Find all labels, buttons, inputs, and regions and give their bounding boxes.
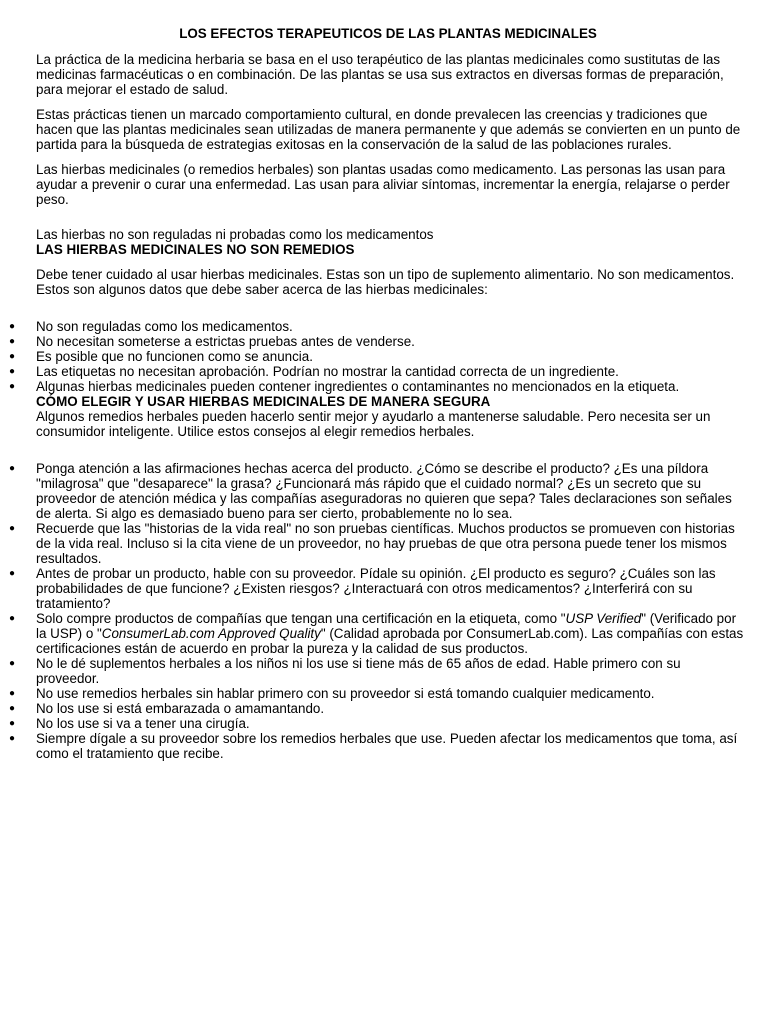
list-item <box>9 349 744 364</box>
bullet-list-facts <box>9 319 744 394</box>
document-title: LOS EFECTOS TERAPEUTICOS DE LAS PLANTAS MEDICINALES <box>179 26 597 41</box>
list-item-text: No necesitan someterse a estrictas pruebas antes de venderse. <box>36 334 415 349</box>
intro-paragraph-3: Las hierbas medicinales (o remedios herbales) son plantas usadas como medicamento. Las personas las usan para ayudar a prevenir o curar una enfermedad. Las usan para aliviar síntomas, incrementar la energía, relajarse o perder peso. <box>36 162 730 207</box>
list-item <box>9 731 744 761</box>
list-item <box>9 461 744 521</box>
cert-consumerlab: ConsumerLab.com Approved Quality <box>101 626 321 641</box>
list-item <box>9 656 744 686</box>
list-item-text: No son reguladas como los medicamentos. <box>36 319 293 334</box>
bullet-icon: ● <box>9 733 16 744</box>
list-item <box>9 319 744 334</box>
cert-text-post: " (Calidad aprobada por ConsumerLab.com). Las compañías con estas certificaciones están de acuerdo en probar la pureza y la calidad de sus productos. <box>36 626 744 656</box>
list-item-text: No los use si va a tener una cirugía. <box>36 716 250 731</box>
list-item-text: Ponga atención a las afirmaciones hechas acerca del producto. ¿Cómo se describe el producto? ¿Es una píldora "milagrosa" que "desaparece" la grasa? ¿Funcionará más rápido que el cuidado normal? ¿Es un secreto que su proveedor de atención médica y las compañías aseguradoras no quieren que sepa? Tales declaraciones son señales de alerta. Si algo es demasiado bueno para ser cierto, probablemente no lo sea. <box>36 461 732 521</box>
list-item-text: No los use si está embarazada o amamantando. <box>36 701 325 716</box>
section-heading-remedios: LAS HIERBAS MEDICINALES NO SON REMEDIOS <box>36 242 355 257</box>
list-item <box>9 686 744 701</box>
bullet-icon: ● <box>9 366 16 377</box>
list-item <box>9 716 744 731</box>
bullet-icon: ● <box>9 568 16 579</box>
bullet-icon: ● <box>9 336 16 347</box>
bullet-icon: ● <box>9 688 16 699</box>
list-item-text: Siempre dígale a su proveedor sobre los remedios herbales que use. Pueden afectar los medicamentos que toma, así como el tratamiento que recibe. <box>36 731 738 761</box>
list-item-text: Es posible que no funcionen como se anuncia. <box>36 349 313 364</box>
bullet-icon: ● <box>9 351 16 362</box>
list-item-text: No le dé suplementos herbales a los niños ni los use si tiene más de 65 años de edad. Hable primero con su proveedor. <box>36 656 681 686</box>
intro-paragraph-1: La práctica de la medicina herbaria se basa en el uso terapéutico de las plantas medicinales como sustitutas de las medicinas farmacéuticas o en combinación. De las plantas se usa sus extractos en diversas formas de preparación, para mejorar el estado de salud. <box>36 52 724 97</box>
section-text-remedios: Debe tener cuidado al usar hierbas medicinales. Estas son un tipo de suplemento alimentario. No son medicamentos. Estos son algunos datos que debe saber acerca de las hierbas medicinales: <box>36 267 735 297</box>
bullet-icon: ● <box>9 463 16 474</box>
bullet-icon: ● <box>9 523 16 534</box>
intro-paragraph-2: Estas prácticas tienen un marcado comportamiento cultural, en donde prevalecen las creencias y tradiciones que hacen que las plantas medicinales sean utilizadas de manera permanente y que además se convierten en un punto de partida para la búsqueda de estrategias exitosas en la conservación de la salud de las poblaciones rurales. <box>36 107 741 152</box>
list-item-text: Recuerde que las "historias de la vida real" no son pruebas científicas. Muchos productos se promueven con historias de la vida real. Incluso si la cita viene de un proveedor, no hay pruebas de que otra persona puede tener los mismos resultados. <box>36 521 735 566</box>
bullet-icon: ● <box>9 321 16 332</box>
list-item-text: Antes de probar un producto, hable con su proveedor. Pídale su opinión. ¿El producto es seguro? ¿Cuáles son las probabilidades de que funcione? ¿Existen riesgos? ¿Interactuará con otros medicamentos? ¿Interferirá con su tratamiento? <box>36 566 716 611</box>
list-item <box>9 566 744 611</box>
bullet-icon: ● <box>9 718 16 729</box>
section-heading-elegir: CÓMO ELEGIR Y USAR HIERBAS MEDICINALES DE MANERA SEGURA <box>36 394 491 409</box>
list-item <box>9 521 744 566</box>
bullet-icon: ● <box>9 703 16 714</box>
list-item <box>9 701 744 716</box>
list-item-certification <box>9 611 744 656</box>
list-item-text: Las etiquetas no necesitan aprobación. Podrían no mostrar la cantidad correcta de un ingrediente. <box>36 364 619 379</box>
bullet-icon: ● <box>9 613 16 624</box>
section-text-elegir: Algunos remedios herbales pueden hacerlo sentir mejor y ayudarlo a mantenerse saludable. Pero necesita ser un consumidor inteligente. Utilice estos consejos al elegir remedios herbales. <box>36 409 711 439</box>
list-item-text: No use remedios herbales sin hablar primero con su proveedor si está tomando cualquier medicamento. <box>36 686 655 701</box>
bullet-icon: ● <box>9 658 16 669</box>
cert-text-mid: " (Verificado por la USP) o " <box>36 611 737 641</box>
list-item <box>9 334 744 349</box>
cert-text-pre: Solo compre productos de compañías que tengan una certificación en la etiqueta, como " <box>36 611 566 626</box>
list-item <box>9 364 744 379</box>
list-item-text: Algunas hierbas medicinales pueden contener ingredientes o contaminantes no mencionados en la etiqueta. <box>36 379 680 394</box>
bullet-list-tips <box>9 461 744 761</box>
list-item <box>9 379 744 394</box>
bullet-icon: ● <box>9 381 16 392</box>
cert-usp-verified: USP Verified <box>565 611 642 626</box>
document-body <box>9 52 744 761</box>
intro-paragraph-4: Las hierbas no son reguladas ni probadas como los medicamentos <box>36 227 434 242</box>
